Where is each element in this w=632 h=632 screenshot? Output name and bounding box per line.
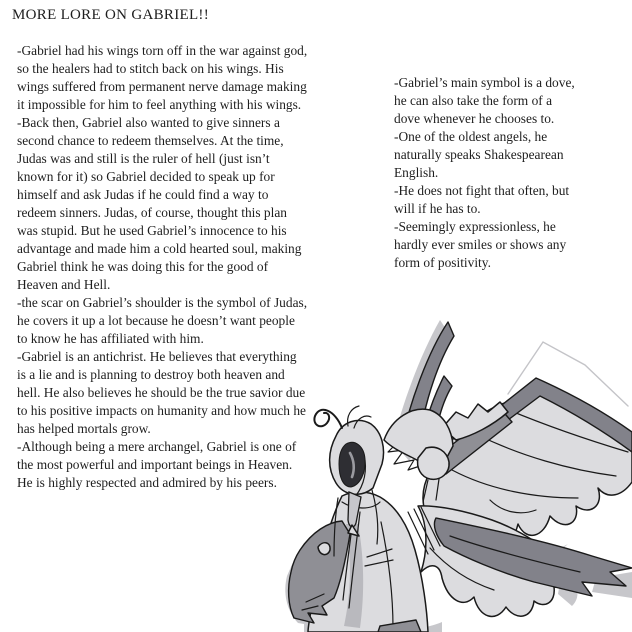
head-curl xyxy=(314,410,342,428)
lore-paragraph: -One of the oldest angels, he naturally speaks Shakespearean English. xyxy=(394,129,564,180)
lore-paragraph: -Gabriel’s main symbol is a dove, he can also take the form of a dove whenever he chooses to. xyxy=(394,75,575,126)
lore-paragraph: -Back then, Gabriel also wanted to give sinners a second chance to redeem themselves. At the time, Judas was and still is the ruler of hell (just isn’t known for it) so Gabriel decided to speak up for himself and ask Judas if he could find a way to redeem sinners. Judas, of course, thought this plan was stupid. But he used Gabriel’s innocence to his advantage and made him a cold hearted soul, making Gabriel think he was doing this for the good of Heaven and Hell. xyxy=(17,115,302,292)
lore-paragraph: -the scar on Gabriel’s shoulder is the symbol of Judas, he covers it up a lot because he doesn’t want people to know he has affiliated with him. xyxy=(17,295,308,346)
left-column xyxy=(17,42,308,492)
gabriel-dove-illustration xyxy=(280,310,632,632)
lore-paragraph: -He does not fight that often, but will if he has to. xyxy=(394,183,570,216)
lore-paragraph: -Gabriel is an antichrist. He believes that everything is a lie and is planning to destroy both heaven and hell. He also believes he should be the true savior due to his positive impacts on humanity and how much he has helped mortals grow. xyxy=(17,349,306,436)
page-title: MORE LORE ON GABRIEL!! xyxy=(12,7,210,23)
lore-paragraph: -Seemingly expressionless, he hardly ever smiles or shows any form of positivity. xyxy=(394,219,567,270)
lore-paragraph: -Gabriel had his wings torn off in the war against god, so the healers had to stitch back on his wings. His wings suffered from permanent nerve damage making it impossible for him to feel anything with his wings. xyxy=(17,43,308,112)
lore-paragraph: -Although being a mere archangel, Gabriel is one of the most powerful and important beings in Heaven. He is highly respected and admired by his peers. xyxy=(17,439,297,490)
right-column xyxy=(394,74,581,272)
